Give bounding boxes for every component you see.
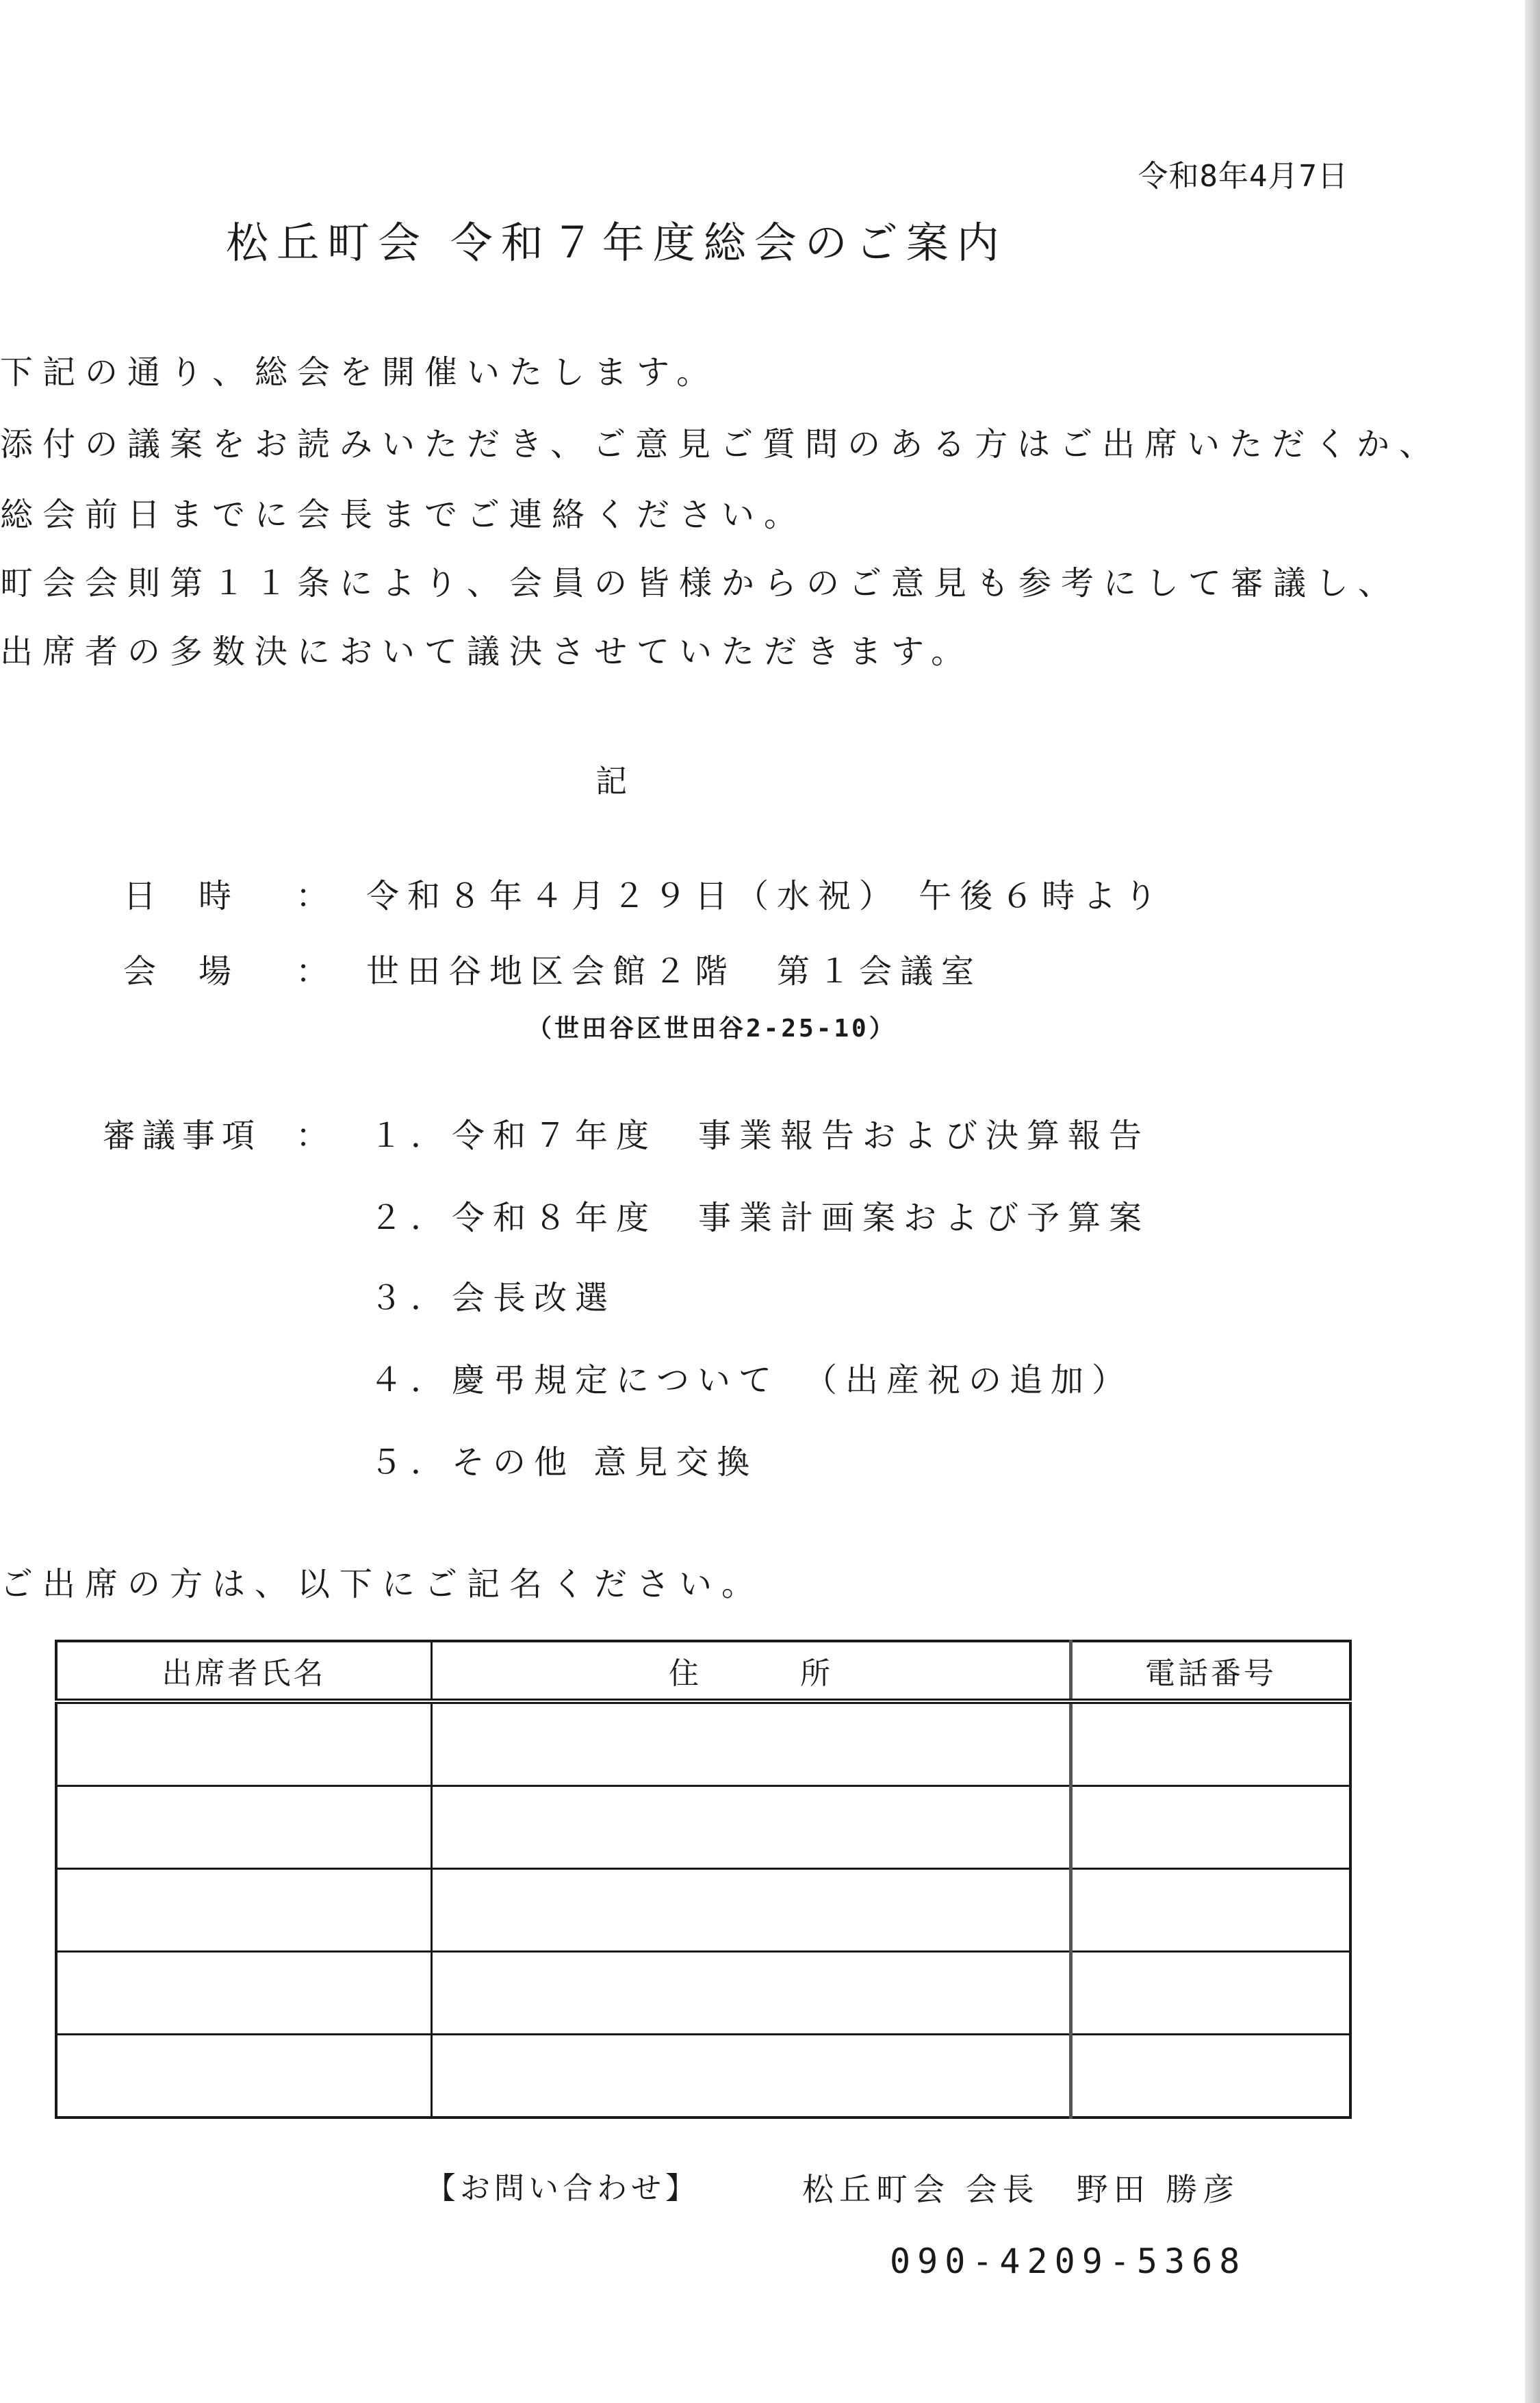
body-line-2: 添付の議案をお読みいただき、ご意見ご質問のある方はご出席いただくか、: [0, 425, 1442, 463]
body-line-1: 下記の通り、総会を開催いたします。: [0, 353, 719, 392]
attendance-instruction: ご出席の方は、以下にご記名ください。: [0, 1565, 765, 1603]
venue-colon: ：: [296, 952, 329, 991]
venue-value: 世田谷地区会館２階 第１会議室: [366, 952, 983, 991]
address-cell[interactable]: [432, 1701, 1071, 1786]
name-cell[interactable]: [56, 1701, 432, 1786]
table-row: [56, 1786, 1350, 1869]
phone-cell[interactable]: [1071, 2035, 1351, 2118]
venue-address: （世田谷区世田谷2-25-10）: [527, 1015, 897, 1043]
agenda-item-2: ２．令和８年度 事業計画案および予算案: [370, 1199, 1151, 1237]
header-phone: 電話番号: [1071, 1641, 1351, 1701]
address-cell[interactable]: [432, 2035, 1071, 2118]
address-cell[interactable]: [432, 1952, 1071, 2035]
phone-cell[interactable]: [1071, 1786, 1351, 1869]
agenda-colon: ：: [296, 1117, 329, 1155]
table-header-row: [56, 1641, 1350, 1701]
body-line-4: 町会会則第１１条により、会員の皆様からのご意見も参考にして審議し、: [0, 564, 1401, 602]
ki-heading: 記: [595, 763, 627, 800]
agenda-label: 審議事項: [103, 1117, 262, 1155]
table-row: [56, 1701, 1350, 1786]
name-cell[interactable]: [56, 1952, 432, 2035]
agenda-item-4: ４．慶弔規定について （出産祝の追加）: [370, 1361, 1133, 1399]
phone-cell[interactable]: [1071, 1869, 1351, 1952]
contact-name: 松丘町会 会長 野田 勝彦: [802, 2171, 1240, 2208]
agenda-item-1: １．令和７年度 事業報告および決算報告: [370, 1117, 1151, 1155]
body-line-5: 出席者の多数決において議決させていただきます。: [0, 633, 974, 671]
phone-cell[interactable]: [1071, 1701, 1351, 1786]
datetime-colon: ：: [296, 877, 329, 915]
agenda-item-5: ５．その他 意見交換: [370, 1443, 758, 1482]
header-attendee-name: 出席者氏名: [56, 1641, 432, 1701]
name-cell[interactable]: [56, 1869, 432, 1952]
table-row: [56, 1869, 1350, 1952]
name-cell[interactable]: [56, 1786, 432, 1869]
scan-page-edge: [1525, 0, 1540, 2403]
body-line-3: 総会前日までに会長までご連絡ください。: [0, 496, 807, 534]
table-row: [56, 1952, 1350, 2035]
contact-label: 【お問い合わせ】: [426, 2171, 700, 2206]
address-cell[interactable]: [432, 1869, 1071, 1952]
table-row: [56, 2035, 1350, 2118]
name-cell[interactable]: [56, 2035, 432, 2118]
agenda-item-3: ３．会長改選: [370, 1279, 617, 1317]
datetime-label: 日時: [123, 877, 274, 915]
document-date: 令和8年4月7日: [1138, 159, 1348, 194]
datetime-value: 令和８年４月２９日（水祝） 午後６時より: [366, 877, 1166, 915]
attendance-table: [55, 1640, 1352, 2119]
phone-cell[interactable]: [1071, 1952, 1351, 2035]
header-address: 住 所: [432, 1641, 1071, 1701]
document-title: 松丘町会 令和７年度総会のご案内: [226, 218, 1008, 268]
venue-label: 会場: [123, 952, 274, 991]
address-cell[interactable]: [432, 1786, 1071, 1869]
contact-phone: 090-4209-5368: [890, 2241, 1247, 2281]
